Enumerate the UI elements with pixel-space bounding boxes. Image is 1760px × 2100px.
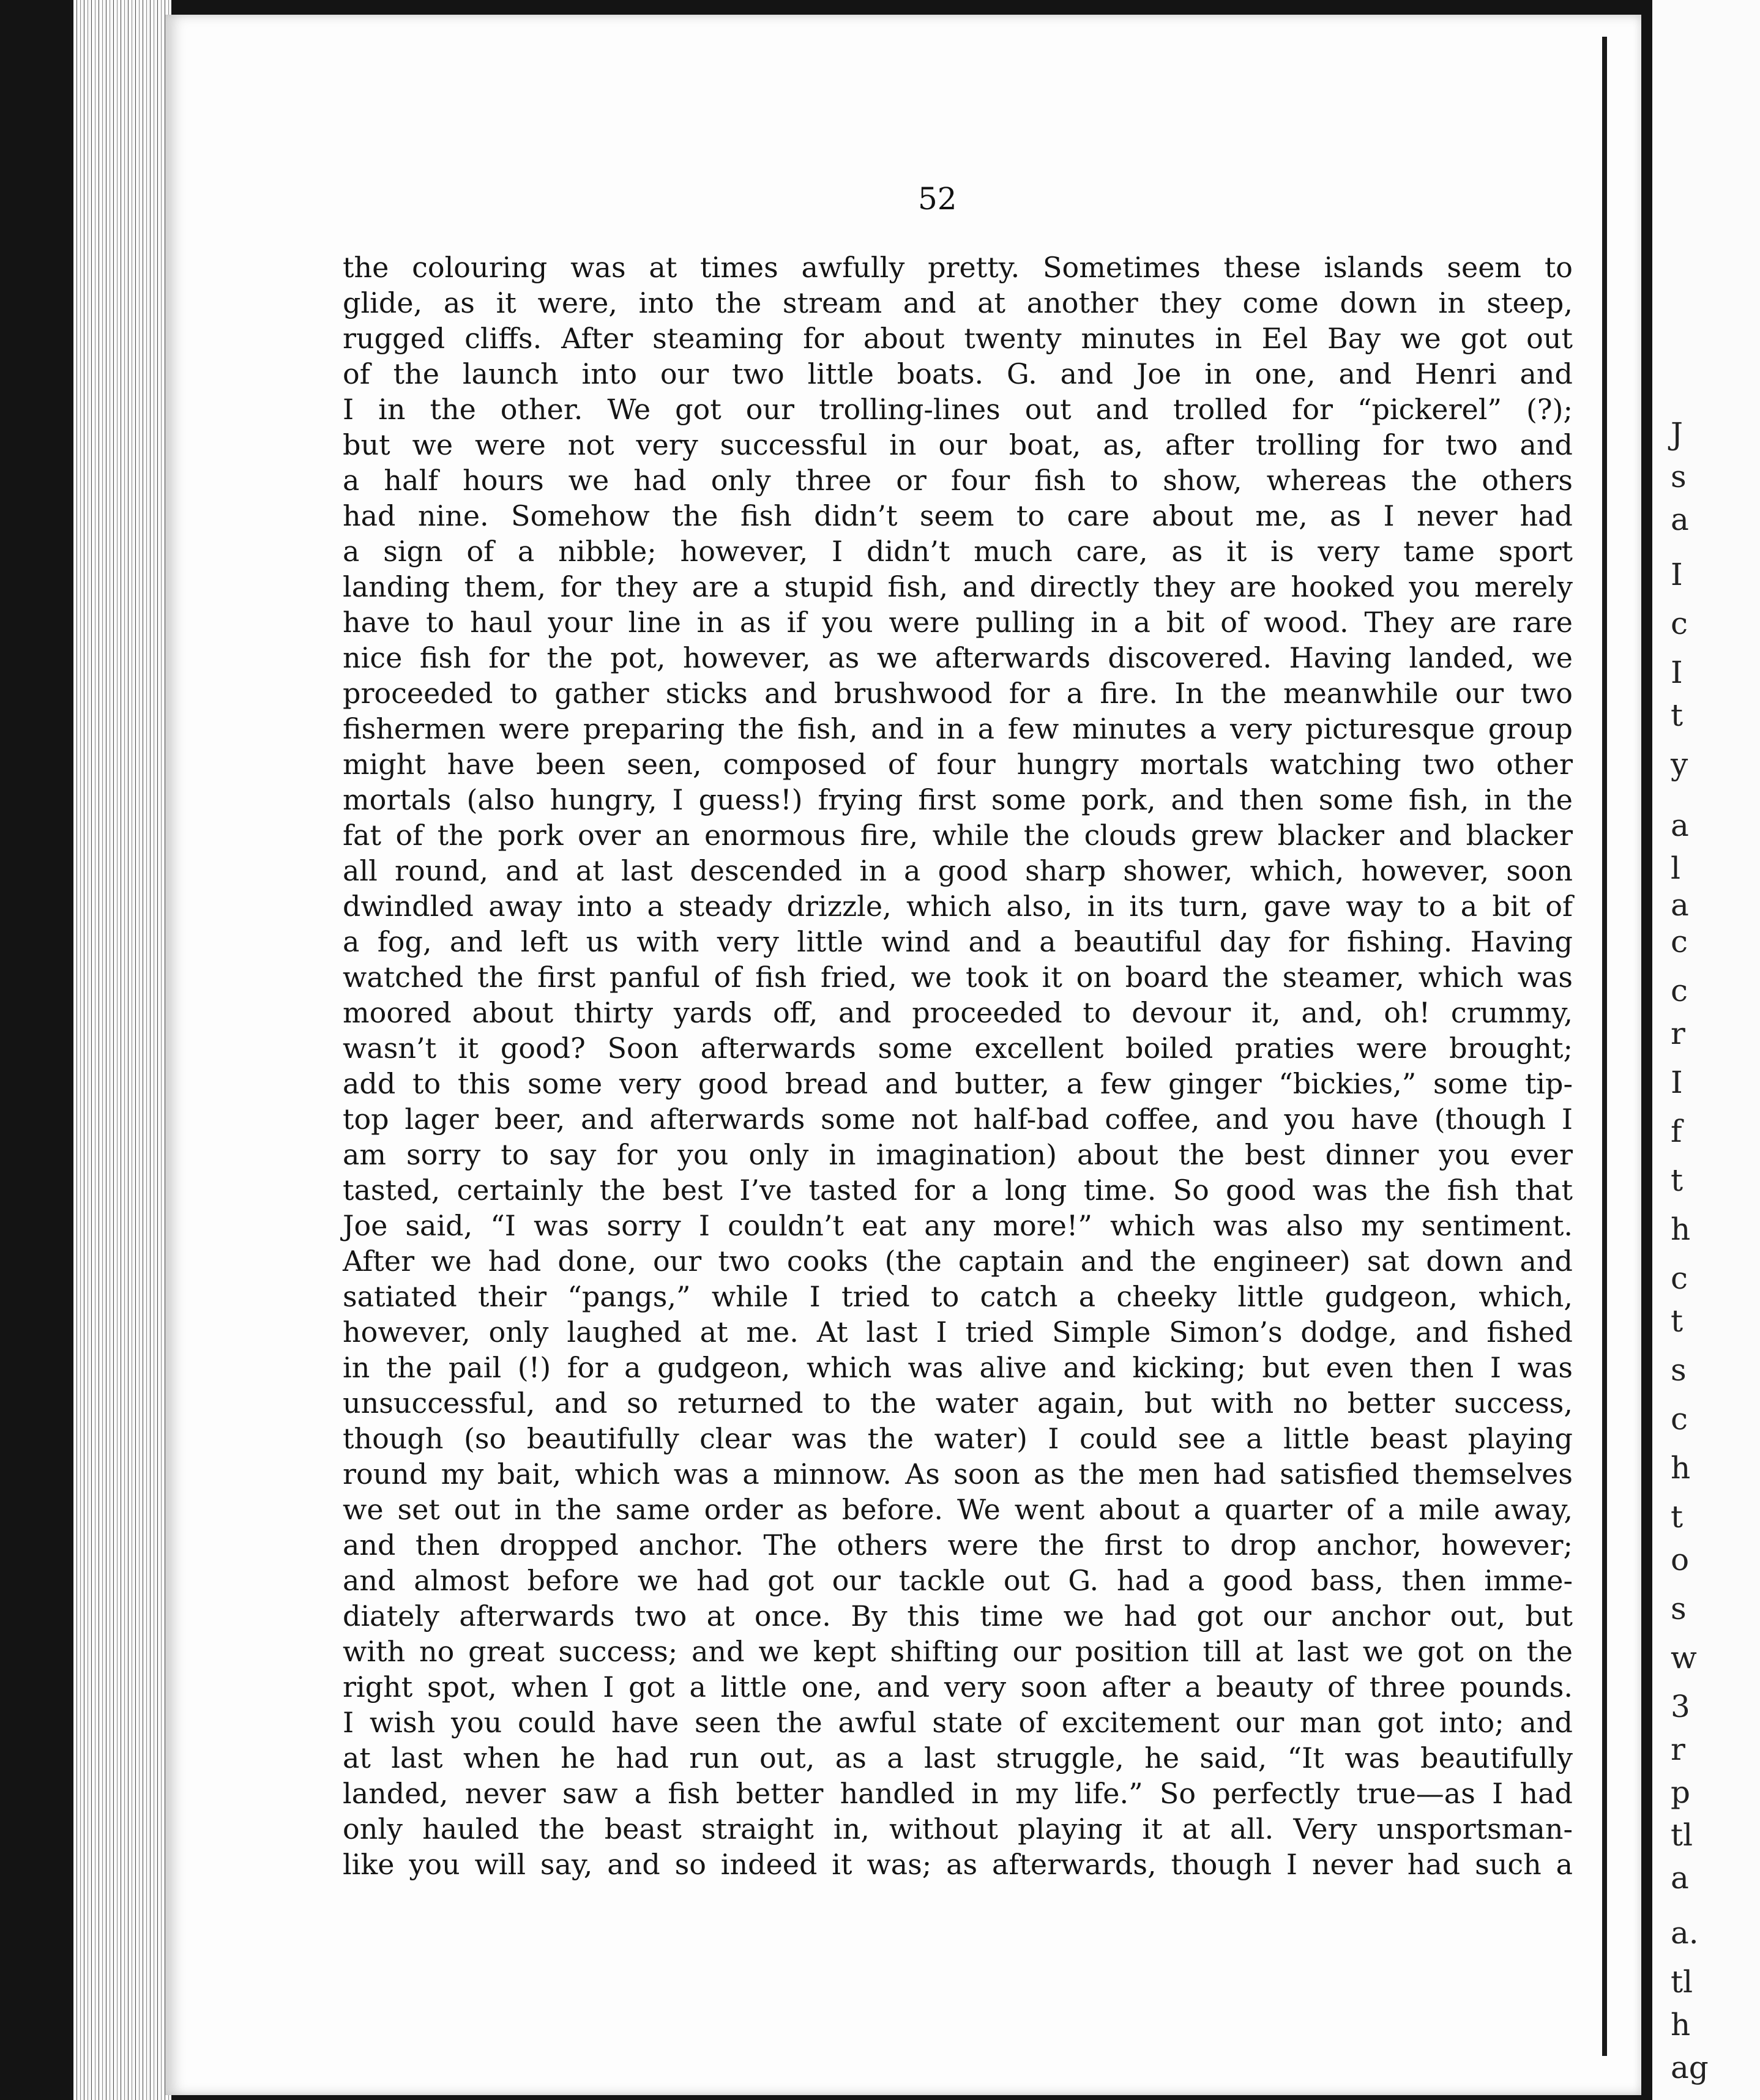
- adjacent-page-fragment: a: [1671, 808, 1689, 843]
- page-body-text: [343, 250, 1573, 1882]
- adjacent-page-fragment: J: [1671, 416, 1684, 452]
- adjacent-page-fragment: I: [1671, 557, 1683, 592]
- text-line: and almost before we had got our tackle out G. had a good bass, then imme-: [343, 1564, 1573, 1597]
- adjacent-page-fragment: r: [1671, 1016, 1685, 1051]
- adjacent-page-fragment: c: [1671, 973, 1688, 1008]
- text-line: nice fish for the pot, however, as we afterwards discovered. Having landed, we: [343, 641, 1573, 674]
- adjacent-page-fragment: h: [1671, 1450, 1691, 1486]
- text-line: might have been seen, composed of four hungry mortals watching two other: [343, 748, 1573, 781]
- text-line: and then dropped anchor. The others were the first to drop anchor, however;: [343, 1528, 1573, 1562]
- text-line: landed, never saw a fish better handled in my life.” So perfectly true—as I had: [343, 1777, 1573, 1810]
- adjacent-page-fragment: r: [1671, 1732, 1685, 1767]
- text-line: a half hours we had only three or four fish to show, whereas the others: [343, 464, 1573, 497]
- adjacent-page-fragment: c: [1671, 924, 1688, 959]
- text-line: dwindled away into a steady drizzle, which also, in its turn, gave way to a bit of: [343, 890, 1573, 923]
- text-line: fat of the pork over an enormous fire, while the clouds grew blacker and blacker: [343, 819, 1573, 852]
- text-line: tasted, certainly the best I’ve tasted for a long time. So good was the fish that: [343, 1174, 1573, 1207]
- adjacent-page-fragment: c: [1671, 1401, 1688, 1437]
- text-line: Joe said, “I was sorry I couldn’t eat any more!” which was also my sentiment.: [343, 1209, 1573, 1242]
- text-line: a sign of a nibble; however, I didn’t much care, as it is very tame sport: [343, 535, 1573, 568]
- adjacent-page-fragment: t: [1671, 1499, 1684, 1535]
- page-gutter-shadow: [1602, 37, 1607, 2056]
- adjacent-page-fragment: 3: [1671, 1689, 1690, 1724]
- adjacent-page-fragment: o: [1671, 1542, 1690, 1577]
- text-line: though (so beautifully clear was the water) I could see a little beast playing: [343, 1422, 1573, 1455]
- adjacent-page-fragment: s: [1671, 1591, 1687, 1626]
- text-line: however, only laughed at me. At last I tried Simple Simon’s dodge, and fished: [343, 1316, 1573, 1349]
- adjacent-page-fragment: f: [1671, 1114, 1682, 1149]
- text-line: at last when he had run out, as a last struggle, he said, “It was beautifully: [343, 1741, 1573, 1774]
- text-line: round my bait, which was a minnow. As soon as the men had satisfied themselves: [343, 1458, 1573, 1491]
- adjacent-page-fragment: I: [1671, 655, 1683, 690]
- adjacent-page-fragment: h: [1671, 2007, 1691, 2042]
- text-line: unsuccessful, and so returned to the water again, but with no better success,: [343, 1387, 1573, 1420]
- text-line: wasn’t it good? Soon afterwards some excellent boiled praties were brought;: [343, 1032, 1573, 1065]
- adjacent-page-fragment: a: [1671, 887, 1689, 923]
- page-number: 52: [918, 181, 957, 217]
- text-line: landing them, for they are a stupid fish, and directly they are hooked you merely: [343, 570, 1573, 603]
- adjacent-page-fragment: a.: [1671, 1915, 1699, 1951]
- text-line: diately afterwards two at once. By this time we had got our anchor out, but: [343, 1599, 1573, 1633]
- text-line: watched the first panful of fish fried, we took it on board the steamer, which was: [343, 961, 1573, 994]
- text-line: had nine. Somehow the fish didn’t seem to care about me, as I never had: [343, 499, 1573, 532]
- page-edges: [73, 0, 171, 2100]
- text-line: we set out in the same order as before. We went about a quarter of a mile away,: [343, 1493, 1573, 1526]
- text-line: right spot, when I got a little one, and very soon after a beauty of three pounds.: [343, 1670, 1573, 1703]
- adjacent-page-fragment: I: [1671, 1065, 1683, 1100]
- adjacent-page-fragment: p: [1671, 1774, 1691, 1810]
- adjacent-page-edge: [1652, 0, 1760, 2100]
- text-line: After we had done, our two cooks (the captain and the engineer) sat down and: [343, 1245, 1573, 1278]
- text-line: with no great success; and we kept shifting our position till at last we got on the: [343, 1635, 1573, 1668]
- adjacent-page-fragment: l: [1671, 851, 1680, 886]
- text-line: I wish you could have seen the awful state of excitement our man got into; and: [343, 1706, 1573, 1739]
- adjacent-page-fragment: a: [1671, 1860, 1689, 1896]
- adjacent-page-fragment: t: [1671, 1303, 1684, 1339]
- text-line: all round, and at last descended in a good sharp shower, which, however, soon: [343, 854, 1573, 887]
- text-line: but we were not very successful in our boat, as, after trolling for two and: [343, 428, 1573, 461]
- text-line: a fog, and left us with very little wind and a beautiful day for fishing. Having: [343, 925, 1573, 958]
- adjacent-page-fragment: tl: [1671, 1964, 1693, 2000]
- adjacent-page-fragment: w: [1671, 1640, 1697, 1675]
- adjacent-page-fragment: s: [1671, 1352, 1687, 1388]
- text-line: like you will say, and so indeed it was; as afterwards, though I never had such a: [343, 1848, 1573, 1881]
- adjacent-page-fragment: y: [1671, 747, 1688, 782]
- text-line: fishermen were preparing the fish, and in a few minutes a very picturesque group: [343, 712, 1573, 745]
- text-line: rugged cliffs. After steaming for about twenty minutes in Eel Bay we got out: [343, 322, 1573, 355]
- text-line: only hauled the beast straight in, without playing it at all. Very unsportsman-: [343, 1812, 1573, 1845]
- text-line: of the launch into our two little boats. G. and Joe in one, and Henri and: [343, 357, 1573, 390]
- text-line: top lager beer, and afterwards some not half-bad coffee, and you have (though I: [343, 1103, 1573, 1136]
- adjacent-page-fragment: s: [1671, 459, 1687, 494]
- adjacent-page-fragment: ag: [1671, 2050, 1709, 2085]
- text-line: moored about thirty yards off, and proceeded to devour it, and, oh! crummy,: [343, 996, 1573, 1029]
- text-line: glide, as it were, into the stream and at another they come down in steep,: [343, 286, 1573, 319]
- adjacent-page-fragment: t: [1671, 1163, 1684, 1198]
- text-line: in the pail (!) for a gudgeon, which was alive and kicking; but even then I was: [343, 1351, 1573, 1384]
- adjacent-page-fragment: c: [1671, 606, 1688, 641]
- text-line: the colouring was at times awfully pretty. Sometimes these islands seem to: [343, 251, 1573, 284]
- adjacent-page-fragment: h: [1671, 1212, 1691, 1247]
- adjacent-page-fragment: a: [1671, 502, 1689, 537]
- text-line: have to haul your line in as if you were pulling in a bit of wood. They are rare: [343, 606, 1573, 639]
- text-line: proceeded to gather sticks and brushwood for a fire. In the meanwhile our two: [343, 677, 1573, 710]
- text-line: add to this some very good bread and butter, a few ginger “bickies,” some tip-: [343, 1067, 1573, 1100]
- text-line: am sorry to say for you only in imagination) about the best dinner you ever: [343, 1138, 1573, 1171]
- adjacent-page-fragment: tl: [1671, 1817, 1693, 1853]
- text-line: mortals (also hungry, I guess!) frying first some pork, and then some fish, in the: [343, 783, 1573, 816]
- text-line: I in the other. We got our trolling-lines out and trolled for “pickerel” (?);: [343, 393, 1573, 426]
- adjacent-page-fragment: t: [1671, 698, 1684, 733]
- text-line: satiated their “pangs,” while I tried to catch a cheeky little gudgeon, which,: [343, 1280, 1573, 1313]
- adjacent-page-fragment: c: [1671, 1260, 1688, 1296]
